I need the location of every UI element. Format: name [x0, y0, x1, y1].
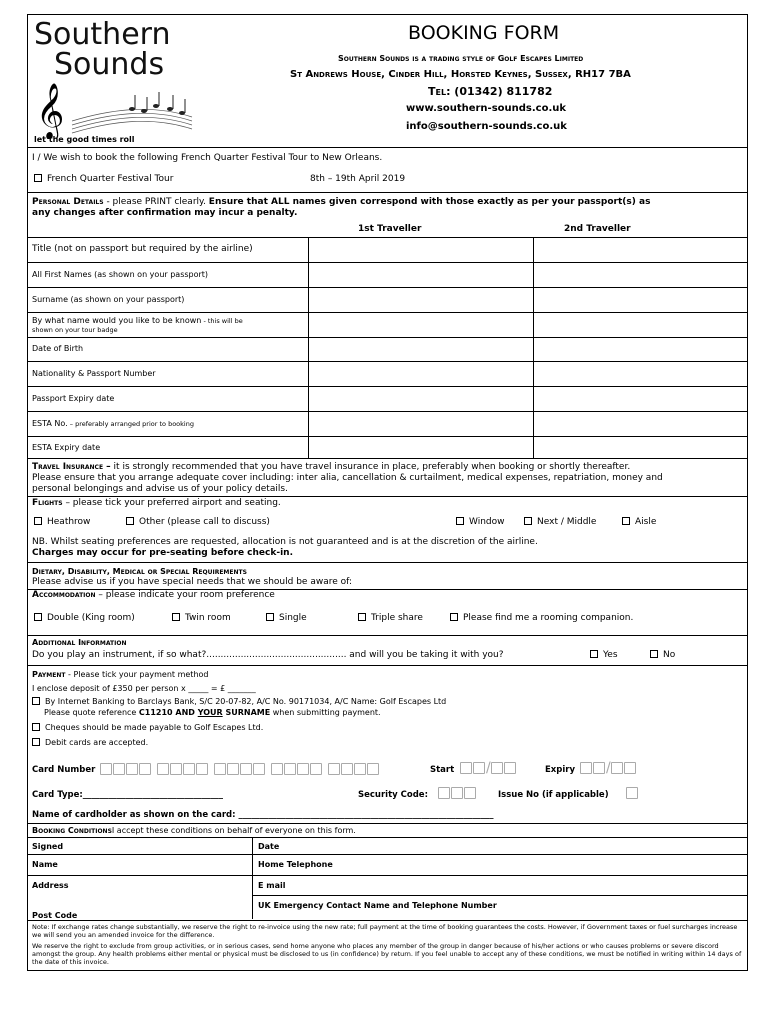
company-email[interactable]: info@southern-sounds.co.uk	[406, 121, 567, 132]
flights-intro	[32, 498, 281, 509]
personal-details-warning-2: any changes after confirmation may incur a penalty.	[32, 208, 298, 218]
row-dob	[32, 343, 83, 354]
single-label: Single	[279, 613, 307, 623]
row-title	[32, 244, 253, 255]
payment-bank[interactable]	[32, 696, 446, 707]
payment-intro	[32, 669, 208, 680]
middle-label: Next / Middle	[537, 517, 597, 527]
debit-checkbox[interactable]	[32, 738, 40, 746]
intro-text: I / We wish to book the following French Quarter Festival Tour to New Orleans.	[32, 153, 383, 163]
date-label: Date	[258, 842, 280, 851]
row-first-names	[32, 269, 208, 280]
triple-checkbox[interactable]	[358, 613, 366, 621]
company-address: St Andrews House, Cinder Hill, Horsted Keynes, Sussex, RH17 7BA	[290, 69, 631, 80]
payment-reference	[44, 707, 381, 718]
personal-details-text: - please PRINT clearly.	[103, 197, 209, 207]
company-website[interactable]: www.southern-sounds.co.uk	[406, 103, 567, 114]
flight-option-heathrow[interactable]	[34, 517, 90, 528]
flights-nb: NB. Whilst seating preferences are requested, allocation is not guaranteed and is at the discretion of the airline.	[32, 537, 538, 547]
cardholder-field[interactable]: Name of cardholder as shown on the card: ____________________________________________________________	[32, 810, 494, 820]
tour-checkbox[interactable]	[34, 174, 42, 182]
accommodation-intro	[32, 590, 275, 601]
flights-text: – please tick your preferred airport and seating.	[62, 498, 281, 508]
row-esta	[32, 418, 194, 429]
room-double[interactable]	[34, 613, 135, 624]
card-number-label: Card Number	[32, 765, 96, 775]
insurance-heading: Travel Insurance –	[32, 462, 111, 472]
email-label: E mail	[258, 881, 286, 890]
tour-option[interactable]	[34, 174, 173, 185]
signed-label: Signed	[32, 842, 64, 851]
payment-heading: Payment	[32, 670, 66, 679]
card-number-boxes[interactable]	[100, 762, 380, 775]
row-dob-label: Date of Birth	[32, 344, 84, 353]
aisle-label: Aisle	[635, 517, 657, 527]
expiry-label: Expiry	[545, 765, 576, 775]
dietary-text: Please advise us if you have special needs that we should be aware of:	[32, 577, 353, 587]
note-exchange-rates: Note: If exchange rates change substantially, we reserve the right to re-invoice using the new rate; full payment at the time of booking guarantees the costs. However, if Government taxes or fuel surcharges increase we will send you an amended invoice for the difference.	[32, 923, 738, 939]
tour-option-label: French Quarter Festival Tour	[47, 174, 174, 184]
bank-checkbox[interactable]	[32, 697, 40, 705]
accommodation-heading: Accommodation	[32, 590, 96, 600]
insurance-line-1	[32, 462, 630, 473]
tour-dates: 8th – 19th April 2019	[310, 174, 406, 184]
other-airport-checkbox[interactable]	[126, 517, 134, 525]
name-label: Name	[32, 860, 58, 869]
flight-option-other[interactable]	[126, 517, 270, 528]
seat-option-middle[interactable]	[524, 517, 596, 528]
payment-deposit: I enclose deposit of £350 per person x _____ = £ _______	[32, 684, 256, 693]
logo	[32, 19, 222, 149]
conditions-heading: Booking Conditions	[32, 826, 112, 835]
form-title: BOOKING FORM	[408, 22, 560, 44]
logo-name-line2: Sounds	[54, 47, 165, 82]
payment-debit[interactable]	[32, 737, 148, 748]
twin-label: Twin room	[185, 613, 231, 623]
row-first-names-label: All First Names (as shown on your passport)	[32, 270, 209, 279]
card-type-field[interactable]: Card Type:_________________________________	[32, 790, 224, 800]
start-label: Start	[430, 765, 455, 775]
window-label: Window	[469, 517, 505, 527]
row-surname-label: Surname (as shown on your passport)	[32, 295, 185, 304]
payment-cheques[interactable]	[32, 722, 263, 733]
double-checkbox[interactable]	[34, 613, 42, 621]
personal-details-warning: Ensure that ALL names given correspond with those exactly as per your passport(s) as	[208, 197, 651, 207]
room-triple[interactable]	[358, 613, 423, 624]
row-esta-expiry	[32, 442, 100, 453]
svg-text:𝄞: 𝄞	[36, 83, 65, 139]
companion-label: Please find me a rooming companion.	[463, 613, 634, 623]
field-title-2[interactable]	[534, 238, 746, 261]
row-known-as	[32, 316, 243, 325]
yes-checkbox[interactable]	[590, 650, 598, 658]
twin-checkbox[interactable]	[172, 613, 180, 621]
aisle-checkbox[interactable]	[622, 517, 630, 525]
row-esta-note: – preferably arranged prior to booking	[67, 420, 194, 428]
row-nationality-label: Nationality & Passport Number	[32, 369, 156, 378]
debit-label: Debit cards are accepted.	[45, 738, 149, 747]
logo-tagline: let the good times roll	[34, 135, 135, 144]
bank-label: By Internet Banking to Barclays Bank, S/C 20-07-82, A/C No. 90171034, A/C Name: Golf Escapes Ltd	[45, 697, 447, 706]
instrument-no[interactable]	[650, 650, 675, 661]
row-passport-expiry	[32, 393, 114, 404]
security-code-boxes[interactable]	[438, 786, 477, 799]
row-known-as-note: - this will be	[201, 317, 243, 325]
flights-charges-text: Charges may occur for pre-seating before check-in	[32, 548, 290, 558]
no-checkbox[interactable]	[650, 650, 658, 658]
ref-code: C11210 AND	[138, 708, 198, 717]
additional-question: Do you play an instrument, if so what?................................................. and will you be taking it with you?	[32, 650, 504, 660]
start-date-boxes[interactable]: /	[460, 762, 517, 774]
heathrow-label: Heathrow	[47, 517, 91, 527]
row-title-label: Title (not on passport but required by the airline)	[32, 244, 253, 254]
row-surname	[32, 294, 184, 305]
triple-label: Triple share	[371, 613, 423, 623]
issue-number-box[interactable]	[626, 786, 639, 799]
instrument-yes[interactable]	[590, 650, 618, 661]
row-esta-expiry-label: ESTA Expiry date	[32, 443, 101, 452]
middle-checkbox[interactable]	[524, 517, 532, 525]
personal-details-heading: Personal Details	[32, 197, 104, 207]
ref-surname: SURNAME	[222, 708, 271, 717]
room-companion[interactable]	[450, 613, 633, 624]
seat-option-window[interactable]	[456, 517, 505, 528]
post-code-label: Post Code	[32, 911, 78, 920]
room-twin[interactable]	[172, 613, 231, 624]
additional-heading: Additional Information	[32, 638, 127, 647]
yes-label: Yes	[603, 650, 618, 660]
row-esta-label: ESTA No.	[32, 419, 68, 428]
insurance-text-1: it is strongly recommended that you have travel insurance in place, preferably when booking or shortly thereafter.	[110, 462, 631, 472]
col-traveller-1: 1st Traveller	[358, 224, 422, 234]
window-checkbox[interactable]	[456, 517, 464, 525]
no-label: No	[663, 650, 676, 660]
personal-table	[28, 237, 747, 458]
issue-number-label: Issue No (if applicable)	[498, 790, 609, 800]
payment-text: - Please tick your payment method	[65, 670, 209, 679]
logo-name-line1: Southern	[34, 17, 171, 52]
companion-checkbox[interactable]	[450, 613, 458, 621]
personal-details-intro	[32, 197, 650, 208]
address-label: Address	[32, 881, 69, 890]
booking-form	[27, 14, 748, 971]
heathrow-checkbox[interactable]	[34, 517, 42, 525]
flights-heading: Flights	[32, 498, 63, 508]
home-telephone-label: Home Telephone	[258, 860, 333, 869]
other-airport-label: Other (please call to discuss)	[139, 517, 270, 527]
accommodation-text: – please indicate your room preference	[95, 590, 275, 600]
row-nationality	[32, 368, 156, 379]
room-single[interactable]	[266, 613, 307, 624]
conditions-text: I accept these conditions on behalf of everyone on this form.	[111, 826, 356, 835]
dietary-heading: Dietary, Disability, Medical or Special Requirements	[32, 567, 247, 576]
company-line: Southern Sounds is a trading style of Golf Escapes Limited	[338, 54, 584, 63]
cheques-label: Cheques should be made payable to Golf Escapes Ltd.	[45, 723, 264, 732]
ref-post: when submitting payment.	[270, 708, 381, 717]
music-notes-icon	[32, 69, 222, 139]
insurance-line-3: personal belongings and advise us of your policy details.	[32, 484, 288, 494]
cheques-checkbox[interactable]	[32, 723, 40, 731]
row-passport-expiry-label: Passport Expiry date	[32, 394, 115, 403]
flights-charges: Charges may occur for pre-seating before check-in.	[32, 548, 293, 558]
note-conduct: We reserve the right to exclude from group activities, or in serious cases, send home anyone who places any member of the group in danger because of his/her actions or who causes problems or severe discord amongst the group. Any health problems either mental or physical must be disclosed to us (in confidence) by return. If you feel unable to accept any of these conditions, we must be notified in writing within 14 days of the date of this invoice.	[32, 942, 742, 966]
conditions-line	[32, 825, 356, 836]
security-code-label: Security Code:	[358, 790, 428, 800]
insurance-line-2: Please ensure that you arrange adequate cover including: inter alia, cancellation & curtailment, medical expenses, repatriation, money and	[32, 473, 663, 483]
ref-your: YOUR	[197, 708, 223, 717]
double-label: Double (King room)	[47, 613, 135, 623]
ref-pre: Please quote reference	[44, 708, 139, 717]
row-known-as-label: By what name would you like to be known	[32, 316, 202, 325]
col-traveller-2: 2nd Traveller	[564, 224, 631, 234]
field-title-1[interactable]	[309, 238, 532, 261]
seat-option-aisle[interactable]	[622, 517, 656, 528]
uk-emergency-label: UK Emergency Contact Name and Telephone Number	[258, 901, 497, 910]
expiry-date-boxes[interactable]: /	[580, 762, 637, 774]
single-checkbox[interactable]	[266, 613, 274, 621]
row-known-as-note-2: shown on your tour badge	[32, 326, 118, 334]
company-telephone: Tel: (01342) 811782	[428, 85, 553, 98]
